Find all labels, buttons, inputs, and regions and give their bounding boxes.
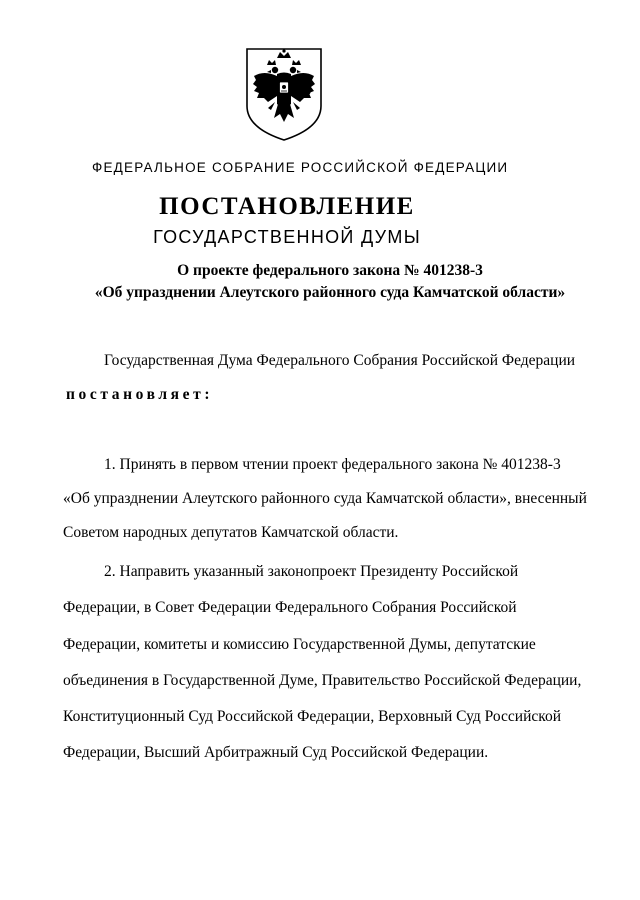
bill-title-line-2: «Об упразднении Алеутского районного суда Камчатской области» <box>94 284 566 301</box>
item-2-line-4: объединения в Государственной Думе, Правительство Российской Федерации, <box>63 672 582 689</box>
coat-of-arms-emblem <box>244 46 324 142</box>
item-2-line-3: Федерации, комитеты и комиссию Государственной Думы, депутатские <box>63 636 536 653</box>
document-title: ПОСТАНОВЛЕНИЕ <box>159 193 415 220</box>
decree-word: постановляет: <box>66 386 214 403</box>
item-1-line-1: 1. Принять в первом чтении проект федерального закона № 401238-3 <box>104 456 561 473</box>
item-2-line-1: 2. Направить указанный законопроект Президенту Российской <box>104 563 519 580</box>
item-2-line-6: Федерации, Высший Арбитражный Суд Российской Федерации. <box>63 744 489 761</box>
bill-title-line-1: О проекте федерального закона № 401238-3 <box>177 262 483 279</box>
item-1-line-2: «Об упразднении Алеутского районного суда Камчатской области», внесенный <box>63 490 587 507</box>
document-subtitle: ГОСУДАРСТВЕННОЙ ДУМЫ <box>153 227 421 247</box>
preamble-text: Государственная Дума Федерального Собрания Российской Федерации <box>104 352 576 369</box>
parliament-heading: ФЕДЕРАЛЬНОЕ СОБРАНИЕ РОССИЙСКОЙ ФЕДЕРАЦИИ <box>92 160 509 175</box>
item-2-line-5: Конституционный Суд Российской Федерации, Верховный Суд Российской <box>63 708 562 725</box>
item-1-line-3: Советом народных депутатов Камчатской области. <box>63 524 399 541</box>
item-2-line-2: Федерации, в Совет Федерации Федерального Собрания Российской <box>63 599 517 616</box>
